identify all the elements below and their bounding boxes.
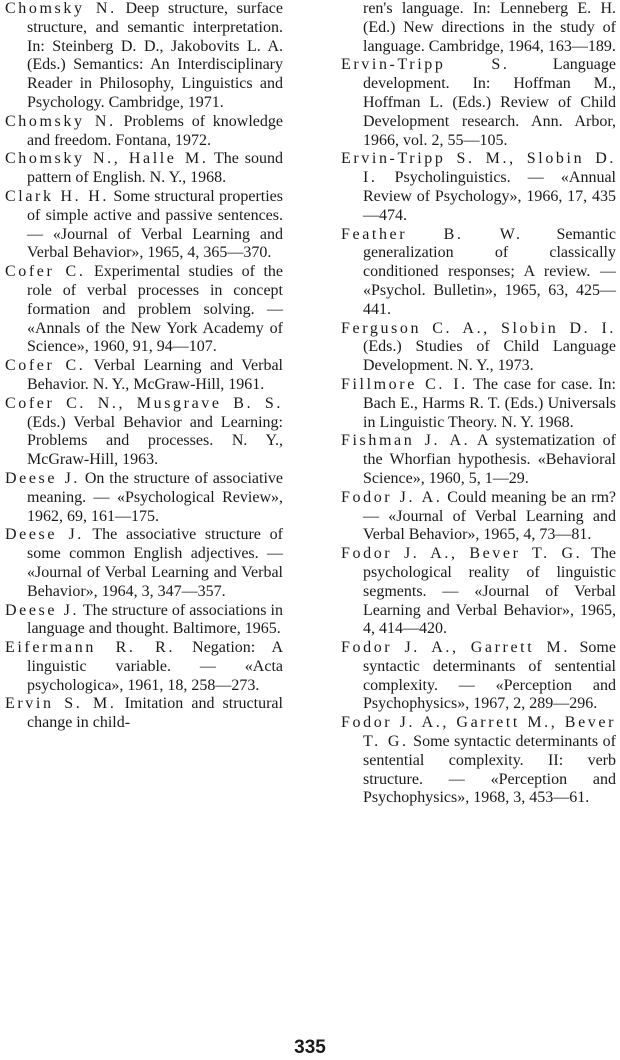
reference-entry (341, 432, 616, 488)
reference-author: Deese J. (5, 526, 84, 544)
reference-entry (5, 639, 283, 695)
reference-text: Imitation and structural change in child- (27, 695, 283, 732)
reference-entry (341, 56, 616, 150)
reference-text: The structure of associations in language and thought. Baltimore, 1965. (27, 601, 283, 638)
reference-entry (5, 263, 283, 357)
reference-text: Some structural properties of simple active and passive sentences. — «Journal of Verbal Learning and Verbal Behavior», 1965, 4, 365—370. (27, 187, 283, 262)
reference-author: Ervin S. M. (5, 695, 117, 713)
reference-author: Ervin-Tripp S. (341, 56, 510, 74)
reference-text: Verbal Learning and Verbal Behavior. N. Y., McGraw-Hill, 1961. (27, 357, 284, 393)
reference-text: Problems of knowledge and freedom. Fontana, 1972. (27, 112, 283, 149)
reference-entry (5, 470, 283, 526)
reference-entry (5, 357, 283, 395)
reference-author: Fillmore C. I. (341, 375, 468, 393)
reference-text: Negation: A linguistic variable. — «Acta psychologica», 1961, 18, 258—273. (27, 639, 283, 694)
reference-entry (5, 695, 283, 733)
reference-entry (341, 376, 616, 432)
reference-entry (5, 395, 283, 470)
reference-entry (5, 150, 283, 188)
reference-author: Fodor J. A., Garrett M. (341, 639, 570, 657)
reference-entry (5, 113, 283, 151)
reference-text: Experimental studies of the role of verbal processes in concept formation and problem solving. — «Annals of the New York Academy of Science», 1960, 91, 94—107. (27, 263, 283, 356)
reference-author: Fodor J. A. (341, 488, 443, 506)
reference-author: Cofer C. (5, 263, 86, 281)
reference-author: Chomsky N., Halle M. (5, 150, 209, 168)
reference-text: Semantic generalization of classically conditioned responses; A review. — «Psychol. Bulletin», 1965, 63, 425—441. (363, 225, 617, 318)
reference-author: Fodor J. A., Bever T. G. (341, 545, 583, 563)
reference-entry (5, 188, 283, 263)
reference-entry (341, 714, 616, 808)
reference-text: The sound pattern of English. N. Y., 1968. (27, 150, 283, 187)
page-number: 335 (294, 1037, 326, 1058)
reference-author: Clark H. H. (5, 187, 110, 205)
reference-author: Ferguson C. A., Slobin D. I. (341, 319, 616, 337)
reference-author: Cofer C. (5, 357, 86, 375)
reference-entry (341, 226, 616, 320)
reference-entry (5, 526, 283, 601)
reference-entry (341, 489, 616, 545)
right-column (341, 0, 616, 808)
reference-author: Feather B. W. (341, 225, 523, 243)
reference-author: Cofer C. N., Musgrave B. S. (5, 394, 283, 412)
reference-entry (341, 545, 616, 639)
reference-author: Fishman J. A. (341, 432, 471, 450)
reference-text: Some syntactic determinants of sentential complexity. II: verb structure. — «Perception and Psychophysics», 1968, 3, 453—61. (363, 733, 616, 807)
reference-entry (341, 639, 616, 714)
reference-entry (5, 602, 283, 640)
reference-text: The case for case. In: Bach E., Harms R. T. (Eds.) Universals in Linguistic Theory. N. Y. 1968. (363, 375, 617, 431)
reference-author: Fodor J. A., Garrett M., Bever T. G. (341, 714, 616, 751)
left-column (5, 0, 283, 733)
reference-author: Chomsky N. (5, 0, 117, 17)
reference-text: The associative structure of some common English adjectives. — «Journal of Verbal Learning and Verbal Behavior», 1964, 3, 347—357. (27, 526, 283, 600)
reference-entry (5, 0, 283, 113)
reference-text: Language development. In: Hoffman M., Hoffman L. (Eds.) Review of Child Development research. Ann. Arbor, 1966, vol. 2, 55—105. (363, 56, 616, 149)
reference-text: The psychological reality of linguistic segments. — «Journal of Verbal Learning and Verbal Behavior», 1965, 4, 414—420. (363, 545, 616, 638)
reference-author: Ervin-Tripp S. M., Slobin D. I. (341, 150, 616, 187)
reference-text: Psycholinguistics. — «Annual Review of Psychology», 1966, 17, 435—474. (363, 169, 616, 224)
reference-continuation: ren's language. In: Lenneberg E. H. (Ed.) New directions in the study of language. Cambridge, 1964, 163—189. (363, 0, 616, 55)
reference-text: Could meaning be an rm? — «Journal of Verbal Learning and Verbal Behavior», 1965, 4, 73—81. (363, 488, 616, 544)
reference-text: (Eds.) Verbal Behavior and Learning: Problems and processes. N. Y., McGraw-Hill, 1963. (27, 413, 283, 469)
reference-author: Eifermann R. R. (5, 639, 176, 657)
reference-text: A systematization of the Whorfian hypothesis. «Behavioral Science», 1960, 5, 1—29. (363, 432, 616, 487)
reference-text: On the structure of associative meaning. — «Psychological Review», 1962, 69, 161—175. (27, 469, 283, 525)
reference-entry (341, 150, 616, 225)
reference-text: Some syntactic determinants of sentential complexity. — «Perception and Psychophysics», 1967, 2, 289—296. (363, 639, 616, 713)
reference-author: Chomsky N. (5, 112, 116, 130)
reference-author: Deese J. (5, 469, 80, 487)
reference-text: Deep structure, surface structure, and semantic interpretation. In: Steinberg D. D., Jakobovits L. A. (Eds.) Semantics: An Interdisciplinary Reader in Philosophy, Linguistics and Psychology. Cambridge, 1971. (27, 0, 284, 111)
reference-author: Deese J. (5, 601, 80, 619)
reference-entry (341, 320, 616, 376)
reference-text: (Eds.) Studies of Child Language Development. N. Y., 1973. (363, 338, 616, 375)
